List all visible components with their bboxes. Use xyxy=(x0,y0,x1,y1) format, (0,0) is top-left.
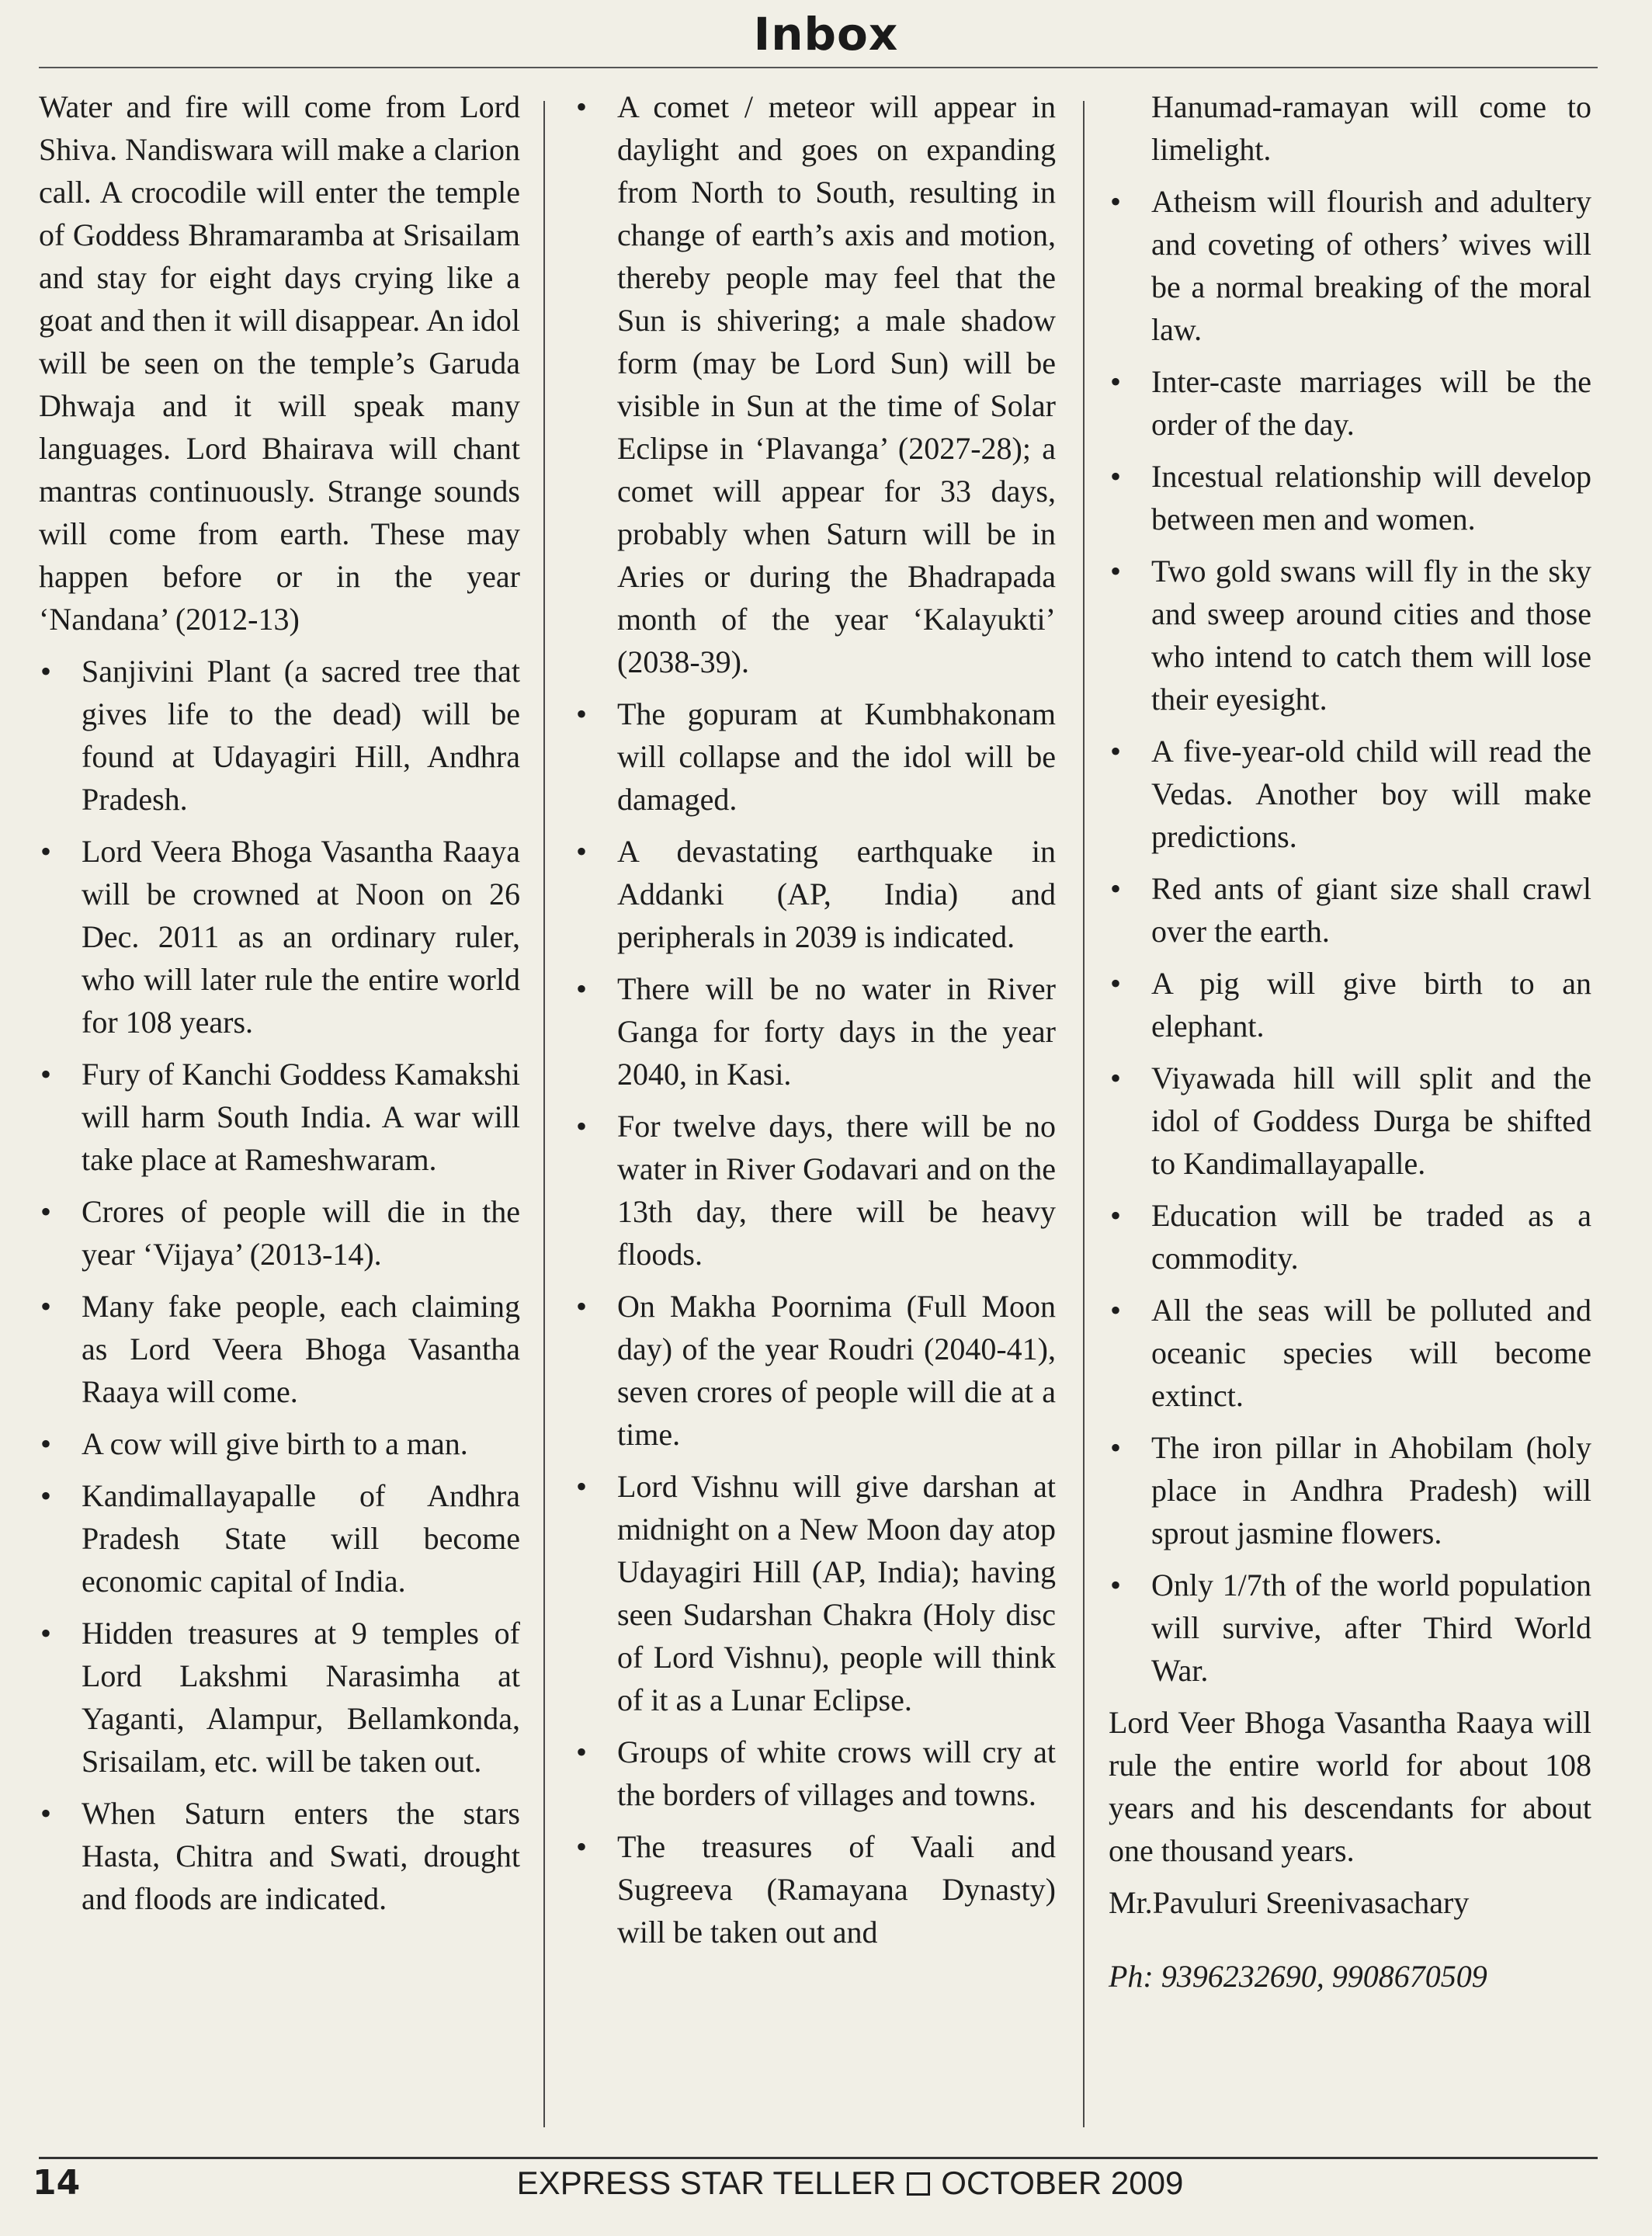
list-item: • Red ants of giant size shall crawl over the earth. xyxy=(1109,867,1591,953)
list-item: • Two gold swans will fly in the sky and sweep around cities and those who intend to catch them will lose their eyesight. xyxy=(1109,550,1591,720)
bullet-icon: • xyxy=(40,1057,52,1092)
bullet-icon: • xyxy=(576,696,588,731)
header-rule xyxy=(39,67,1598,68)
bullet-icon: • xyxy=(40,654,52,689)
list-item: • Sanjivini Plant (a sacred tree that gives life to the dead) will be found at Udayagiri Hill, Andhra Pradesh. xyxy=(39,650,520,821)
section-title: Inbox xyxy=(753,8,899,61)
publication-footer xyxy=(481,2165,1219,2202)
list-item: • The gopuram at Kumbhakonam will collapse and the idol will be damaged. xyxy=(574,693,1056,821)
bullet-icon: • xyxy=(576,1829,588,1864)
list-item: • Lord Veera Bhoga Vasantha Raaya will be crowned at Noon on 26 Dec. 2011 as an ordinary ruler, who will later rule the entire world for 108 years. xyxy=(39,830,520,1043)
bullet-icon: • xyxy=(576,1734,588,1769)
bullet-icon: • xyxy=(40,1426,52,1461)
column-1 xyxy=(39,85,520,1929)
list-item: • Incestual relationship will develop between men and women. xyxy=(1109,455,1591,540)
list-item: • A five-year-old child will read the Vedas. Another boy will make predictions. xyxy=(1109,730,1591,858)
list-item: • For twelve days, there will be no water in River Godavari and on the 13th day, there will be heavy floods. xyxy=(574,1105,1056,1276)
bullet-icon: • xyxy=(1110,1430,1122,1465)
bullet-icon: • xyxy=(1110,871,1122,906)
bullet-icon: • xyxy=(40,1616,52,1651)
page-number: 14 xyxy=(33,2163,81,2203)
bullet-icon: • xyxy=(1110,554,1122,589)
footer-rule xyxy=(39,2157,1598,2159)
list-item: • Hidden treasures at 9 temples of Lord Lakshmi Narasimha at Yaganti, Alampur, Bellamkonda, Srisailam, etc. will be taken out. xyxy=(39,1612,520,1783)
list-item: • The iron pillar in Ahobilam (holy place in Andhra Pradesh) will sprout jasmine flowers. xyxy=(1109,1426,1591,1554)
list-item: • Crores of people will die in the year ‘Vijaya’ (2013-14). xyxy=(39,1190,520,1276)
list-item: • A devastating earthquake in Addanki (AP, India) and peripherals in 2039 is indicated. xyxy=(574,830,1056,958)
column-divider-2 xyxy=(1083,101,1085,2127)
column-3 xyxy=(1109,85,1591,2029)
bullet-icon: • xyxy=(40,1478,52,1513)
bullet-icon: • xyxy=(576,1469,588,1504)
list-item: • Only 1/7th of the world population will survive, after Third World War. xyxy=(1109,1564,1591,1692)
closing-paragraph: Lord Veer Bhoga Vasantha Raaya will rule the entire world for about 108 years and his descendants for about one thousand years. xyxy=(1109,1705,1591,1868)
list-item: • Many fake people, each claiming as Lord Veera Bhoga Vasantha Raaya will come. xyxy=(39,1285,520,1413)
bullet-icon: • xyxy=(576,834,588,869)
list-item: • A pig will give birth to an elephant. xyxy=(1109,962,1591,1047)
bullet-icon: • xyxy=(40,1289,52,1324)
bullet-icon: • xyxy=(1110,184,1122,219)
list-item: • A cow will give birth to a man. xyxy=(39,1422,520,1465)
publication-name: EXPRESS STAR TELLER xyxy=(516,2165,897,2201)
bullet-icon: • xyxy=(1110,1568,1122,1602)
column-divider-1 xyxy=(543,101,545,2127)
issue-date: OCTOBER 2009 xyxy=(941,2165,1184,2201)
bullet-icon: • xyxy=(1110,1198,1122,1233)
list-item: • On Makha Poornima (Full Moon day) of the year Roudri (2040-41), seven crores of people will die at a time. xyxy=(574,1285,1056,1456)
intro-paragraph: Water and fire will come from Lord Shiva. Nandiswara will make a clarion call. A crocodile will enter the temple of Goddess Bhramaramba at Srisailam and stay for eight days crying like a goat and then it will disappear. An idol will be seen on the temple’s Garuda Dhwaja and it will speak many languages. Lord Bhairava will chant mantras continuously. Strange sounds will come from earth. These may happen before or in the year ‘Nandana’ (2012-13) xyxy=(39,89,520,637)
bullet-icon: • xyxy=(1110,1061,1122,1095)
list-item: • Lord Vishnu will give darshan at midnight on a New Moon day atop Udayagiri Hill (AP, India); having seen Sudarshan Chakra (Holy disc of Lord Vishnu), people will think of it as a Lunar Eclipse. xyxy=(574,1465,1056,1721)
list-item: • Groups of white crows will cry at the borders of villages and towns. xyxy=(574,1731,1056,1816)
bullet-icon: • xyxy=(576,1109,588,1144)
list-item: • A comet / meteor will appear in daylight and goes on expanding from North to South, resulting in change of earth’s axis and motion, thereby people may feel that the Sun is shivering; a male shadow form (may be Lord Sun) will be visible in Sun at the time of Solar Eclipse in ‘Plavanga’ (2027-28); a comet will appear for 33 days, probably when Saturn will be in Aries or during the Bhadrapada month of the year ‘Kalayukti’ (2038-39). xyxy=(574,85,1056,683)
continued-text: Hanumad-ramayan will come to limelight. xyxy=(1151,89,1591,167)
prediction-list-3 xyxy=(1109,180,1591,1692)
list-item: • Viyawada hill will split and the idol of Goddess Durga be shifted to Kandimallayapalle. xyxy=(1109,1057,1591,1185)
list-item: • All the seas will be polluted and oceanic species will become extinct. xyxy=(1109,1289,1591,1417)
list-item: • Inter-caste marriages will be the order of the day. xyxy=(1109,360,1591,446)
list-item: • Atheism will flourish and adultery and coveting of others’ wives will be a normal breaking of the moral law. xyxy=(1109,180,1591,351)
bullet-icon: • xyxy=(40,834,52,869)
list-item: • Kandimallayapalle of Andhra Pradesh State will become economic capital of India. xyxy=(39,1474,520,1602)
bullet-icon: • xyxy=(1110,966,1122,1001)
square-separator-icon xyxy=(907,2172,930,2196)
bullet-icon: • xyxy=(576,971,588,1006)
list-item: • The treasures of Vaali and Sugreeva (Ramayana Dynasty) will be taken out and xyxy=(574,1825,1056,1953)
list-item: • Fury of Kanchi Goddess Kamakshi will harm South India. A war will take place at Rameshwaram. xyxy=(39,1053,520,1181)
bullet-icon: • xyxy=(576,89,588,124)
bullet-icon: • xyxy=(1110,459,1122,494)
author-signature: Mr.Pavuluri Sreenivasachary xyxy=(1109,1885,1470,1920)
bullet-icon: • xyxy=(40,1796,52,1831)
list-item: • Education will be traded as a commodity. xyxy=(1109,1194,1591,1279)
list-item: • There will be no water in River Ganga for forty days in the year 2040, in Kasi. xyxy=(574,967,1056,1095)
bullet-icon: • xyxy=(576,1289,588,1324)
bullet-icon: • xyxy=(1110,734,1122,769)
column-2 xyxy=(574,85,1056,1963)
prediction-list-2 xyxy=(574,85,1056,1953)
bullet-icon: • xyxy=(1110,1293,1122,1328)
bullet-icon: • xyxy=(1110,364,1122,399)
prediction-list-1 xyxy=(39,650,520,1920)
author-phone: Ph: 9396232690, 9908670509 xyxy=(1109,1959,1487,1994)
list-item: • When Saturn enters the stars Hasta, Chitra and Swati, drought and floods are indicated. xyxy=(39,1792,520,1920)
bullet-icon: • xyxy=(40,1194,52,1229)
